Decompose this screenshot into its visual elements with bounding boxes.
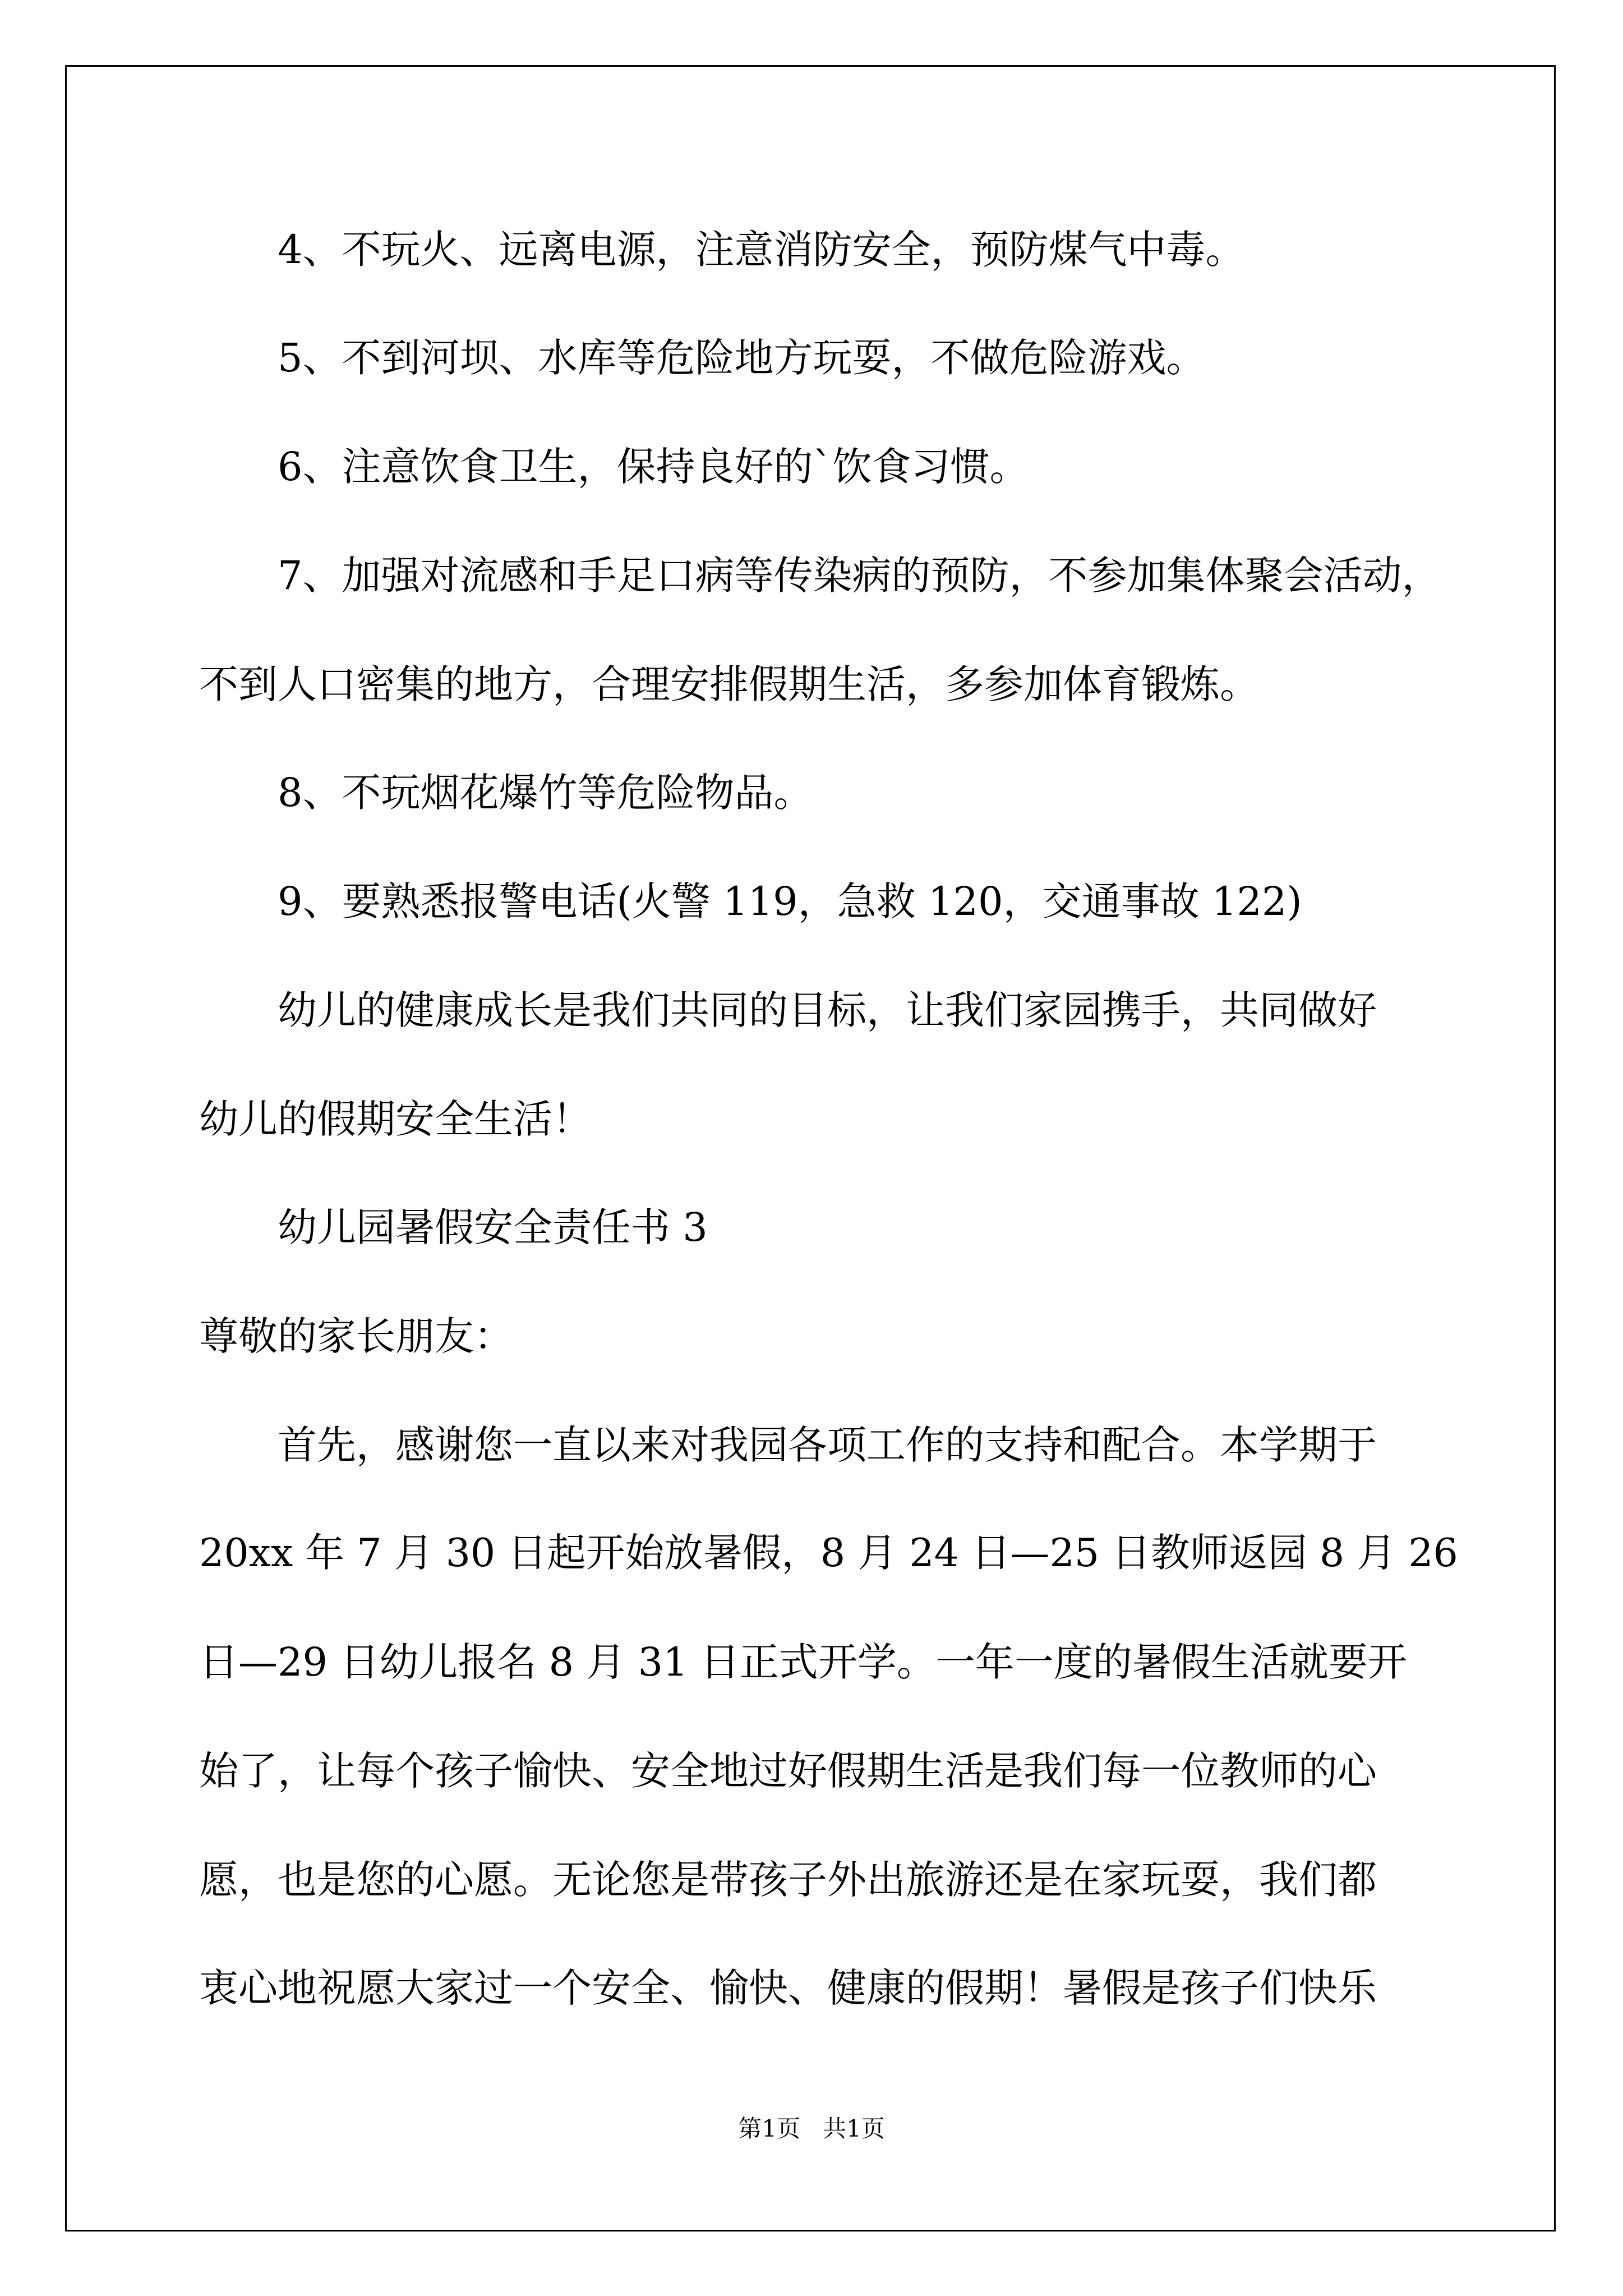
list-item-5: 5、不到河坝、水库等危险地方玩耍，不做危险游戏。 xyxy=(278,335,1206,381)
list-item-9: 9、要熟悉报警电话(火警 119，急救 120，交通事故 122) xyxy=(278,878,1302,924)
salutation: 尊敬的家长朋友： xyxy=(199,1313,513,1359)
list-item-7-continued: 不到人口密集的地方，合理安排假期生活，多参加体育锻炼。 xyxy=(199,661,1259,707)
page-footer: 第1页 共1页 xyxy=(738,2115,885,2142)
body-paragraph-line-5: 愿，也是您的心愿。无论您是带孩子外出旅游还是在家玩耍，我们都 xyxy=(199,1857,1377,1903)
list-item-7: 7、加强对流感和手足口病等传染病的预防，不参加集体聚会活动， xyxy=(278,553,1441,599)
closing-paragraph-continued: 幼儿的假期安全生活！ xyxy=(199,1096,592,1142)
body-paragraph-line-4: 始了，让每个孩子愉快、安全地过好假期生活是我们每一位教师的心 xyxy=(199,1748,1377,1794)
closing-paragraph: 幼儿的健康成长是我们共同的目标，让我们家园携手，共同做好 xyxy=(278,987,1377,1033)
section-title: 幼儿园暑假安全责任书 3 xyxy=(278,1204,708,1250)
body-paragraph-line-1: 首先，感谢您一直以来对我园各项工作的支持和配合。本学期于 xyxy=(278,1422,1377,1468)
body-paragraph-line-3: 日—29 日幼儿报名 8 月 31 日正式开学。一年一度的暑假生活就要开 xyxy=(199,1639,1407,1685)
list-item-8: 8、不玩烟花爆竹等危险物品。 xyxy=(278,770,813,816)
body-paragraph-line-2: 20xx 年 7 月 30 日起开始放暑假，8 月 24 日—25 日教师返园 8 月 26 xyxy=(199,1530,1458,1576)
list-item-4: 4、不玩火、远离电源，注意消防安全，预防煤气中毒。 xyxy=(278,227,1245,273)
list-item-6: 6、注意饮食卫生，保持良好的`饮食习惯。 xyxy=(278,444,1029,490)
body-paragraph-line-6: 衷心地祝愿大家过一个安全、愉快、健康的假期！暑假是孩子们快乐 xyxy=(199,1965,1377,2011)
page-border xyxy=(65,65,1556,2231)
